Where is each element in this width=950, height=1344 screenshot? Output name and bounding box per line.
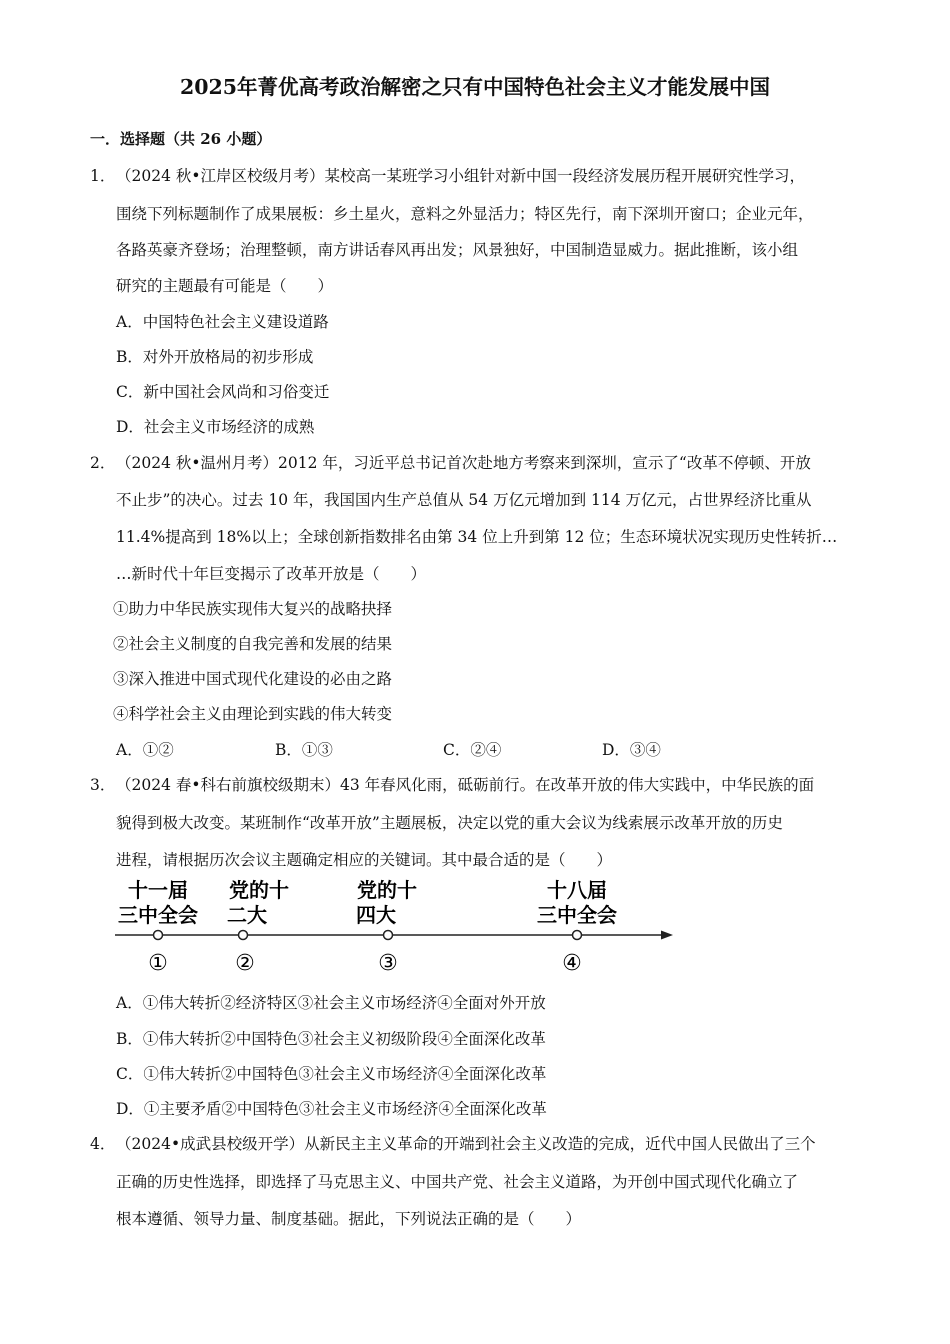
question-text-line: （2024 秋•温州月考）2012 年，习近平总书记首次赴地方考察来到深圳，宣示了“改革不停顿、开放 (116, 454, 811, 472)
statement-item: ②社会主义制度的自我完善和发展的结果 (113, 635, 393, 653)
answer-option: D．①主要矛盾②中国特色③社会主义市场经济④全面深化改革 (116, 1100, 547, 1118)
question-text-line: 进程，请根据历次会议主题确定相应的关键词。其中最合适的是（ ） (116, 851, 613, 869)
question-text-line: 根本遵循、领导力量、制度基础。据此，下列说法正确的是（ ） (116, 1210, 582, 1228)
timeline-node (239, 931, 248, 940)
timeline-label: 三中全会 (118, 903, 198, 927)
statement-item: ④科学社会主义由理论到实践的伟大转变 (113, 705, 393, 723)
answer-option: B．对外开放格局的初步形成 (116, 348, 314, 366)
timeline-node (384, 931, 393, 940)
question-text-line: 各路英豪齐登场；治理整顿，南方讲话春风再出发；风景独好，中国制造显威力。据此推断，该小组 (116, 241, 799, 259)
answer-option: A．①② (116, 741, 174, 759)
answer-option: C．②④ (443, 741, 502, 759)
timeline-marker: ④ (562, 951, 582, 976)
question-number: 4． (90, 1135, 116, 1153)
timeline-node (573, 931, 582, 940)
section-heading: 一．选择题（共 26 小题） (90, 130, 272, 148)
timeline-node (154, 931, 163, 940)
answer-option: A．①伟大转折②经济特区③社会主义市场经济④全面对外开放 (116, 994, 546, 1012)
answer-option: A．中国特色社会主义建设道路 (116, 313, 329, 331)
question-text-line: 研究的主题最有可能是（ ） (116, 277, 334, 295)
answer-option: C．新中国社会风尚和习俗变迁 (116, 383, 330, 401)
question-text-line: 正确的历史性选择，即选择了马克思主义、中国共产党、社会主义道路，为开创中国式现代化确立了 (116, 1173, 799, 1191)
timeline-label: 二大 (227, 903, 267, 927)
page-title: 2025年菁优高考政治解密之只有中国特色社会主义才能发展中国 (179, 75, 771, 99)
question-text-line: 不止步”的决心。过去 10 年，我国国内生产总值从 54 万亿元增加到 114 万亿元，占世界经济比重从 (116, 491, 812, 509)
timeline-label: 党的十 (229, 878, 289, 902)
statement-item: ①助力中华民族实现伟大复兴的战略抉择 (113, 600, 393, 618)
timeline-diagram (110, 875, 690, 980)
question-number: 1． (90, 167, 116, 185)
question-text-line: …新时代十年巨变揭示了改革开放是（ ） (116, 565, 427, 583)
answer-option: B．①伟大转折②中国特色③社会主义初级阶段④全面深化改革 (116, 1030, 546, 1048)
question-number: 2． (90, 454, 116, 472)
question-text-line: 貌得到极大改变。某班制作“改革开放”主题展板，决定以党的重大会议为线索展示改革开放的历史 (116, 814, 783, 832)
answer-option: C．①伟大转折②中国特色③社会主义市场经济④全面深化改革 (116, 1065, 547, 1083)
question-text-line: （2024 秋•江岸区校级月考）某校高一某班学习小组针对新中国一段经济发展历程开展研究性学习， (116, 167, 806, 185)
timeline-label: 党的十 (357, 878, 417, 902)
answer-option: D．社会主义市场经济的成熟 (116, 418, 315, 436)
arrowhead-icon (661, 931, 673, 940)
timeline-label: 十八届 (547, 878, 607, 902)
timeline-marker: ③ (378, 951, 398, 976)
question-number: 3． (90, 776, 116, 794)
timeline-marker: ① (148, 951, 168, 976)
timeline-label: 三中全会 (537, 903, 617, 927)
question-text-line: （2024•成武县校级开学）从新民主主义革命的开端到社会主义改造的完成，近代中国人民做出了三个 (116, 1135, 816, 1153)
answer-option: B．①③ (275, 741, 333, 759)
timeline-label: 四大 (356, 903, 396, 927)
question-text-line: 11.4%提高到 18%以上；全球创新指数排名由第 34 位上升到第 12 位；生态环境状况实现历史性转折… (116, 528, 838, 546)
timeline-marker: ② (235, 951, 255, 976)
timeline-label: 十一届 (128, 878, 188, 902)
question-text-line: 围绕下列标题制作了成果展板：乡土星火，意料之外显活力；特区先行，南下深圳开窗口；企业元年， (116, 205, 814, 223)
question-text-line: （2024 春•科右前旗校级期末）43 年春风化雨，砥砺前行。在改革开放的伟大实践中，中华民族的面 (116, 776, 815, 794)
statement-item: ③深入推进中国式现代化建设的必由之路 (113, 670, 393, 688)
answer-option: D．③④ (602, 741, 661, 759)
